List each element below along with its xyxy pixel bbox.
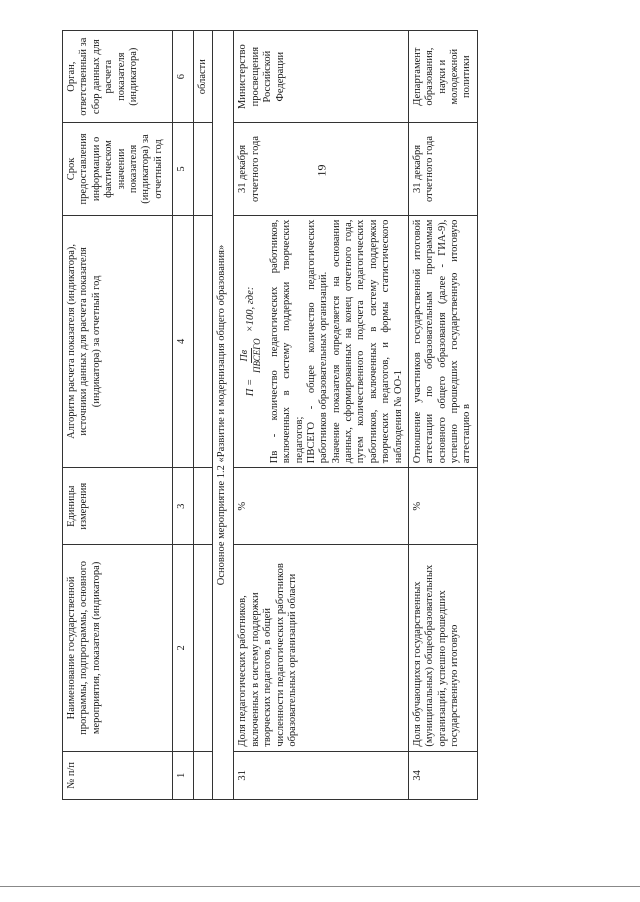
column-number: 4 (173, 215, 194, 468)
carryover-text: области (194, 31, 213, 123)
row-name: Доля педагогических работников, включенных в систему поддержки творческих педагогов, в общей численности педагогических работников образовательных организаций области (234, 545, 409, 752)
header-unit: Единицы измерения (63, 468, 173, 545)
algorithm-text-2: ПВСЕГО - общее количество педагогических работников образовательных организаций. (305, 219, 330, 464)
column-number: 3 (173, 468, 194, 545)
header-deadline: Срок предоставления информации о фактическом значении показателя (индикатора) за отчетный год (63, 123, 173, 215)
table-row (408, 31, 477, 800)
column-numbers-row (173, 31, 194, 800)
column-number: 2 (173, 545, 194, 752)
page-number: 19 (314, 164, 329, 177)
row-deadline: 31 декабря отчетного года (234, 123, 409, 215)
formula-lhs: П = (244, 378, 256, 397)
formula-numerator: Пв (239, 349, 251, 362)
row-algorithm (234, 215, 409, 468)
formula-rhs: ×100, где: (244, 286, 256, 333)
indicators-table (62, 30, 478, 800)
row-number: 31 (234, 751, 409, 799)
table-row (234, 31, 409, 800)
algorithm-text-3: Значение показателя определяется на основании данных, сформированных на конец отчетного года, путем количественного подсчета педагогических работников, включенных в систему поддержки творческих педагогов, и формы статистического наблюдения № ОО-1 (330, 219, 404, 464)
row-unit: % (234, 468, 409, 545)
header-row (63, 31, 173, 800)
formula-denominator: ПВСЕГО (252, 338, 263, 373)
carryover-row (194, 31, 213, 800)
formula (239, 220, 262, 464)
header-organ: Орган, ответственный за сбор данных для расчета показателя (индикатора) (63, 31, 173, 123)
column-number: 6 (173, 31, 194, 123)
rotated-page (62, 30, 584, 800)
row-algorithm: Отношение участников государственной итоговой аттестации по образовательным программам основного общего образования (далее - ГИА-9), успешно прошедших государственную итоговую аттестацию в (408, 215, 477, 468)
section-row (213, 31, 234, 800)
row-number: 34 (408, 751, 477, 799)
algorithm-text-1: Пв - количество педагогических работников, включенных в систему поддержки творческих педагогов; (268, 219, 305, 464)
header-number: № п/п (63, 751, 173, 799)
header-algorithm: Алгоритм расчета показателя (индикатора), источники данных для расчета показателя (индикатора) за отчетный год (63, 215, 173, 468)
column-number: 5 (173, 123, 194, 215)
section-title: Основное мероприятие 1.2 «Развитие и модернизация общего образования» (213, 31, 234, 800)
column-number: 1 (173, 751, 194, 799)
row-deadline: 31 декабря отчетного года (408, 123, 477, 215)
formula-fraction (239, 336, 262, 375)
row-organ: Департамент образования, науки и молодежной политики (408, 31, 477, 123)
header-name: Наименование государственной программы, подпрограммы, основного мероприятия, показателя (индикатора) (63, 545, 173, 752)
row-name: Доля обучающихся государственных (муниципальных) общеобразовательных организаций, успешно прошедших государственную итоговую (408, 545, 477, 752)
bottom-rule (0, 886, 640, 887)
row-unit: % (408, 468, 477, 545)
row-organ: Министерство просвещения Российской Федерации (234, 31, 409, 123)
